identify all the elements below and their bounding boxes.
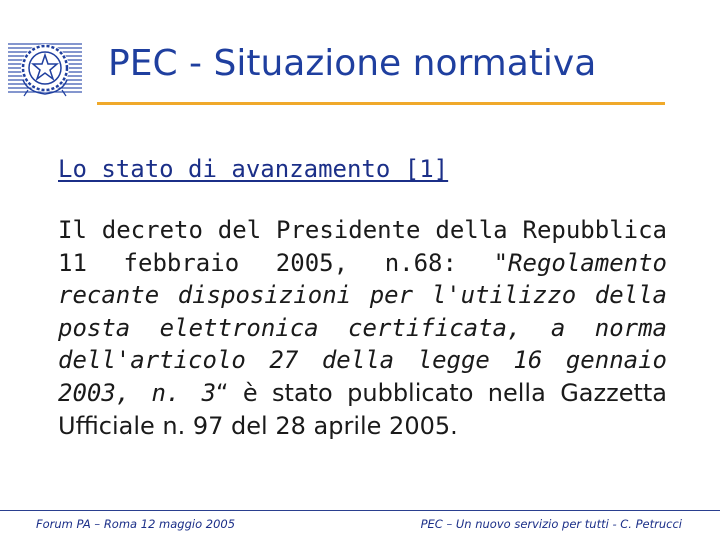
section-heading: Lo stato di avanzamento [1] [58, 155, 449, 183]
footer-presentation: PEC – Un nuovo servizio per tutti - C. Petrucci [420, 517, 682, 531]
footer-event: Forum PA – Roma 12 maggio 2005 [36, 517, 236, 531]
body-paragraph [58, 214, 667, 442]
body-text-publication: “ è stato pubblicato nella Gazzetta Ufficiale n. 97 del 28 aprile 2005. [58, 378, 667, 440]
body-text-intro: Il decreto del Presidente della Repubblica 11 febbraio 2005, n.68: " [58, 216, 667, 277]
body-text-regulation-title: Regolamento recante disposizioni per l'utilizzo della posta elettronica certificata, a norma dell'articolo 27 della legge 16 gennaio 2003, n. 3 [58, 248, 667, 407]
slide-title: PEC - Situazione normativa [108, 43, 597, 84]
title-underline-rule [97, 102, 665, 105]
footer-rule [0, 510, 720, 511]
italian-republic-emblem-icon [6, 30, 84, 108]
